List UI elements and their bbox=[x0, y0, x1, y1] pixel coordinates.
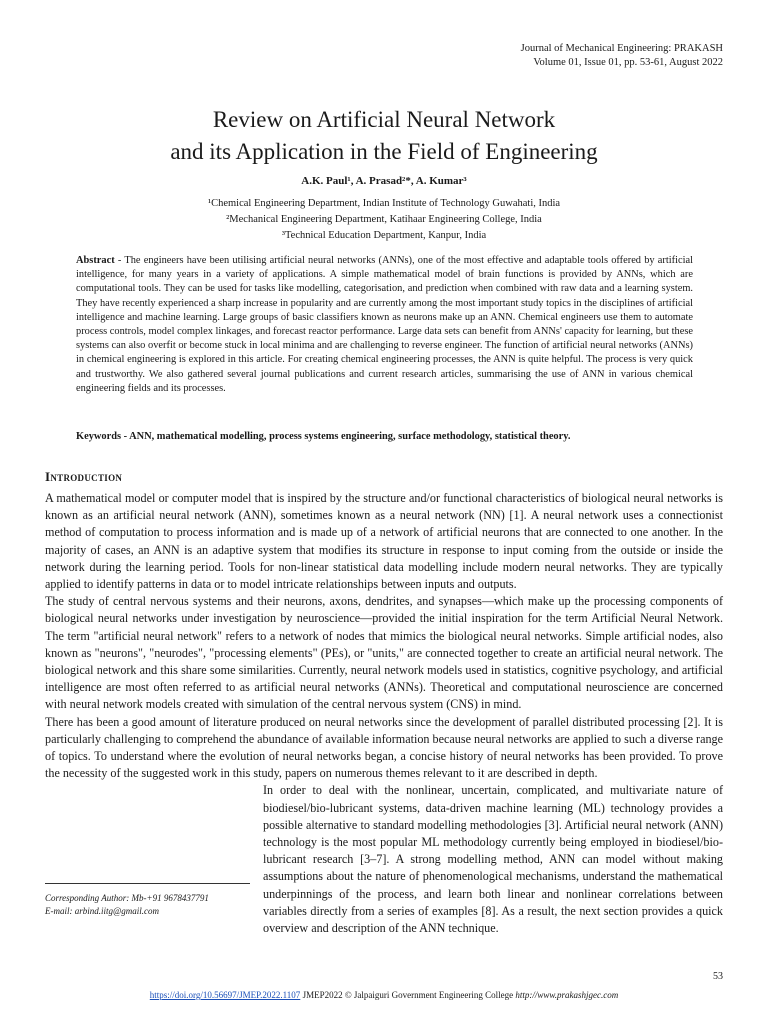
section-first-letter: I bbox=[45, 469, 51, 484]
journal-header bbox=[521, 42, 723, 70]
section-heading-introduction bbox=[45, 469, 122, 485]
paragraph-1: A mathematical model or computer model that is inspired by the structure and/or functional characteristics of biological neural networks is known as an artificial neural network (ANN), sometimes known as a neural network (NN) [1]. A neural network uses a connectionist method of computation to process information and is made up of a network of artificial neurons that are connected to one another. In the majority of cases, an ANN is an adaptive system that modifies its structure in response to input coming from the outside or inside the network during the learning period. Tools for non-linear statistical data modelling include modern neural networks. They are typically applied to identify patterns in data or to model intricate relationships between inputs and outputs. bbox=[45, 491, 723, 592]
title-line-1: Review on Artificial Neural Network bbox=[212, 107, 556, 132]
abstract-label: Abstract bbox=[76, 255, 115, 266]
abstract-text: - The engineers have been utilising artificial neural networks (ANNs), one of the most effective and adaptable tools offered by artificial intelligence, for many years in a variety of applications. A simple mathematical model of brain functions is provided by ANNs, which are computational tools. They can be used for tasks like modelling, categorisation, and prediction when combined with raw data and a learning system. They have recently experienced a sharp increase in popularity and are currently among the most important study topics in the disciplines of artificial intelligence and machine learning. Large groups of basic classifiers known as neurons make up an ANN. Chemical engineers use them to automate process controls, model complex linkages, and forecast reactor performance. Large data sets can benefit from ANNs' capacity for learning, but these systems can also overfit or become stuck in local minima and are challenging to reverse engineer. The function of artificial neural networks (ANNs) in chemical engineering is explored in this article. For creating chemical engineering processes, the ANN is quite helpful. The process is very quick and trustworthy. We also gathered several journal publications and current research articles, summarising the use of ANN in various chemical engineering fields and its processes. bbox=[76, 255, 693, 394]
authors: A.K. Paul¹, A. Prasad²*, A. Kumar³ bbox=[301, 175, 467, 187]
paragraph-4: In order to deal with the nonlinear, uncertain, complicated, and multivariate nature of biodiesel/bio-lubricant systems, data-driven machine learning (ML) technology provides a possible alternative to standard modelling methodologies [3]. Artificial neural network (ANN) technology is the most popular ML methodology currently being employed in biodiesel/bio-lubricant research [3–7]. A strong modelling method, ANN can model without making assumptions about the nature of phenomenological mechanisms, understand the mathematical underpinnings of the process, and learn both linear and nonlinear correlations between variables directly from a series of examples [8]. As a result, the next section provides a quick overview and description of the ANN technique. bbox=[263, 783, 723, 936]
corresponding-email: E-mail: arbind.iitg@gmail.com bbox=[45, 906, 160, 916]
footer-text: JMEP2022 © Jalpaiguri Government Engineering College bbox=[300, 990, 516, 1000]
journal-issue: Volume 01, Issue 01, pp. 53-61, August 2022 bbox=[533, 57, 723, 68]
paper-title bbox=[0, 104, 768, 168]
website-link[interactable]: http://www.prakashjgec.com bbox=[515, 990, 619, 1000]
title-line-2: and its Application in the Field of Engineering bbox=[170, 139, 598, 164]
affiliation-3: ³Technical Education Department, Kanpur, India bbox=[281, 230, 487, 241]
affiliation-2: ²Mechanical Engineering Department, Katihaar Engineering College, India bbox=[226, 214, 542, 225]
abstract bbox=[76, 254, 693, 396]
affiliations bbox=[0, 196, 768, 244]
keywords: Keywords - ANN, mathematical modelling, process systems engineering, surface methodology, statistical theory. bbox=[76, 431, 571, 442]
body-text bbox=[45, 490, 723, 937]
affiliation-1: ¹Chemical Engineering Department, Indian Institute of Technology Guwahati, India bbox=[207, 198, 561, 209]
paragraph-3: There has been a good amount of literature produced on neural networks since the development of parallel distributed processing [2]. It is particularly challenging to comprehend the abundance of available information because neural networks are applied to such a diverse range of topics. To understand where the evolution of neural networks began, a concise history of neural networks has been provided. To prove the necessity of the suggested work in this study, papers on numerous themes relevant to it are described in depth. bbox=[45, 714, 723, 781]
footer bbox=[0, 990, 768, 1000]
journal-name: Journal of Mechanical Engineering: PRAKASH bbox=[520, 43, 723, 54]
corresponding-author-box bbox=[45, 883, 250, 918]
corresponding-author: Corresponding Author: Mb-+91 9678437791 bbox=[45, 893, 209, 903]
page-number: 53 bbox=[713, 971, 723, 982]
paragraph-2: The study of central nervous systems and their neurons, axons, dendrites, and synapses—which make up the processing components of biological neural networks under investigation by neuroscience—provided the initial inspiration for the term Artificial Neural Network. The term "artificial neural network" refers to a network of nodes that mimics the biological neural networks. Simple artificial nodes, also known as "neurons", "neurodes", "processing elements" (PEs), or "units," are connected together to create an artificial neural network. The biological network and this share some similarities. Currently, neural network models used in statistics, cognitive psychology, and artificial intelligence are most often referred to as artificial neural networks (ANNs). Theoretical and computational neuroscience are concerned with neural network models created with simulation of the central nervous system (CNS) in mind. bbox=[45, 594, 723, 712]
section-rest: ntroduction bbox=[50, 469, 123, 484]
doi-link[interactable]: https://doi.org/10.56697/JMEP.2022.1107 bbox=[149, 990, 301, 1000]
